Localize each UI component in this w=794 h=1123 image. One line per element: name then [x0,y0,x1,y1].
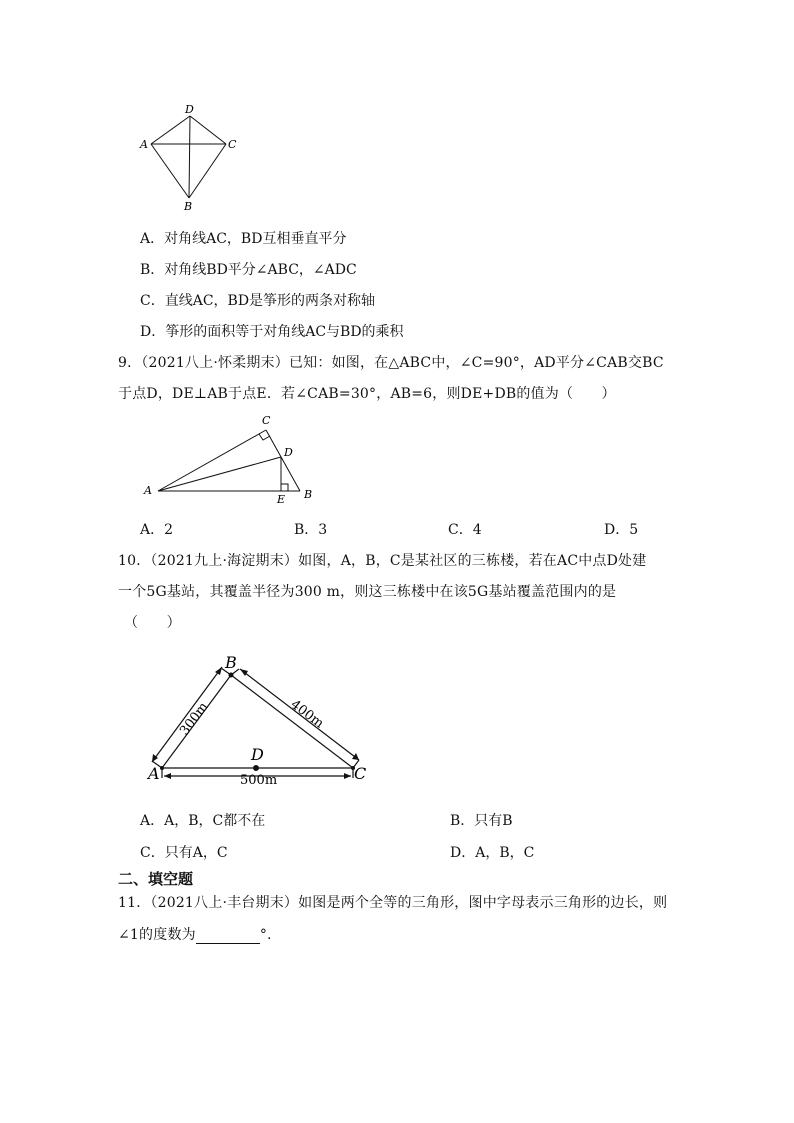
q8-option-d: D．筝形的面积等于对角线AC与BD的乘积 [140,324,404,340]
q9-text-line2: 于点D，DE⊥AB于点E．若∠CAB=30°，AB=6，则DE+DB的值为（ ） [118,386,616,402]
q9-text-line1: 9．（2021八上·怀柔期末）已知：如图，在△ABC中，∠C=90°，AD平分∠CAB交BC [118,355,664,371]
q11-prefix: ∠1的度数为 [118,927,196,943]
q10-label-c: C [354,764,367,783]
kite-label-d: D [185,103,194,116]
q11-answer-blank[interactable] [196,929,260,944]
q9-label-c: C [262,414,271,427]
q10-label-d: D [251,745,264,764]
q10-building-triangle-figure [140,648,380,788]
q11-text-line2 [118,924,272,944]
kite-diagonal-db [189,116,190,198]
q9-label-b: B [304,488,313,501]
q9-edge-ac [158,430,266,491]
q11-text-line1: 11．（2021八上·丰台期末）如图是两个全等的三角形，图中字母表示三角形的边长，则 [118,895,668,911]
q9-option-d: D．5 [604,522,639,538]
q10-option-a: A．A，B，C都不在 [140,813,266,829]
q8-option-b: B．对角线BD平分∠ABC，∠ADC [140,262,357,278]
q9-label-e: E [277,493,286,506]
kite-label-b: B [184,200,193,213]
q10-text-line2: 一个5G基站，其覆盖半径为300 m，则这三栋楼中在该5G基站覆盖范围内的是 [118,584,617,600]
q10-option-d: D．A，B，C [450,845,535,861]
q10-measure-ab: 300m [177,699,212,739]
q10-text-line3: （ ） [124,615,181,631]
q10-point-a [160,766,164,770]
q10-text-line1: 10．（2021九上·海淀期末）如图，A，B，C是某社区的三栋楼，若在AC中点D处建 [118,553,647,569]
q9-option-a: A．2 [140,522,174,538]
q10-measure-ac: 500m [240,773,278,788]
q10-point-b [229,673,234,678]
q9-label-d: D [284,446,293,459]
q11-suffix: °. [259,927,272,943]
kite-edge-ba [151,144,189,198]
kite-edge-ad [151,116,190,144]
q10-label-a: A [148,764,160,783]
q9-option-b: B．3 [294,522,328,538]
q10-edge-bc [231,675,353,768]
kite-label-c: C [228,138,237,151]
q9-triangle-figure [140,412,330,508]
kite-edge-dc [190,116,226,144]
q10-measure-bc: 400m [287,697,327,732]
q10-option-c: C．只有A，C [140,845,228,861]
q9-segment-ad [158,457,281,491]
kite-figure [130,98,250,216]
q10-dim-ab [152,667,222,762]
q8-option-c: C．直线AC，BD是筝形的两条对称轴 [140,293,376,309]
kite-label-a: A [140,138,148,151]
q9-right-angle-e [281,484,288,491]
q10-point-d [253,765,259,771]
q10-label-b: B [225,653,237,672]
kite-edge-cb [189,144,226,198]
section-title-fill-in: 二、填空题 [118,870,194,888]
q8-option-a: A．对角线AC，BD互相垂直平分 [140,231,347,247]
q9-edge-cb [266,430,300,491]
q10-option-b: B．只有B [450,813,513,829]
q9-option-c: C．4 [448,522,482,538]
q9-label-a: A [144,484,152,497]
